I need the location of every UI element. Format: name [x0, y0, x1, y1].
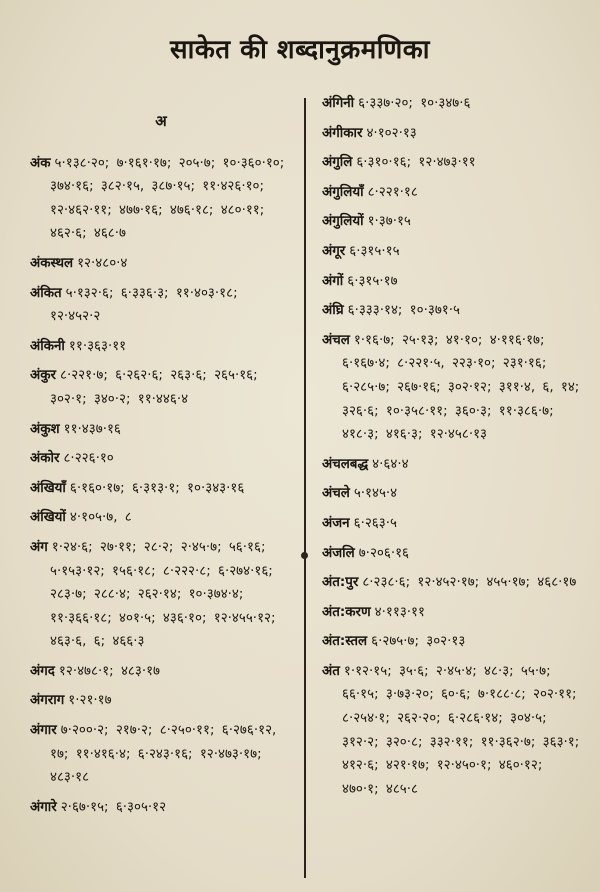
index-entry [30, 536, 292, 654]
entry-headword: अंखियाँ [30, 480, 66, 496]
entry-references: ८·२२१·७; ६·२६२·६; २६३·६; २६५·१६; ३०२·१; ३४०·२; ११·४४६·४ [50, 368, 258, 407]
index-entry [30, 477, 292, 501]
index-entry [322, 542, 584, 566]
entry-references: ४·१०२·१३ [366, 125, 417, 141]
entry-headword: अंचले [322, 486, 350, 502]
page-title: साकेत की शब्दानुक्रमणिका [170, 35, 430, 65]
index-entry [30, 282, 292, 329]
entry-references: १·२१·१७ [68, 693, 112, 709]
entry-references: १·२४·६; २७·११; २८·२; २·४५·७; ५६·१६; ५·१५३·१२; १५६·१८; ८·२२२·८; ६·२७४·१६; २८३·७; २८८·४; २६२·१४; १०·३७४·४; ११·३६६·१८; ४०१·५; ४३६·१०; १२·४५५·१२; ४६३·६, ६; ४६६·३ [50, 539, 276, 650]
entry-headword: अंकस्थल [30, 255, 74, 271]
entry-references: ७·२००·२; २१७·२; ८·२५०·११; ६·२७६·१२, १७; ११·४१६·४; ६·२४३·१६; १२·४७३·१७; ४८३·१८ [50, 723, 277, 786]
entry-headword: अंगराग [30, 693, 65, 709]
entry-headword: अंगार [30, 723, 57, 739]
entry-headword: अंगूर [322, 243, 346, 259]
entry-headword: अंचलबद्ध [322, 456, 369, 472]
index-entry [322, 181, 584, 205]
entry-references: ६·३१५·१७ [347, 273, 398, 289]
entry-references: ६·३१०·१६; १२·४७३·११ [356, 155, 476, 171]
column-divider [304, 98, 306, 878]
index-entry [322, 151, 584, 175]
entry-references: १·१६·७; २५·१३; ४१·१०; ४·११६·१७; ६·१६७·४; ८·२२१·५, २२३·१०; २३१·१६; ६·२८५·७; २६७·१६; ३०२·१२; ३११·४, ६, १४; ३२६·६; १०·३५८·११; ३६०·३; ११·३८६·७; ४१८·३; ४१६·३; १२·४५८·१३ [342, 332, 580, 443]
entry-references: ८·२३८·६; १२·४५२·१७; ४५५·१७; ४६८·१७ [362, 575, 577, 591]
index-entry [322, 453, 584, 477]
index-entry [322, 660, 584, 802]
entry-references: ४·१०५·७, ८ [69, 510, 132, 526]
index-entry [322, 92, 584, 116]
left-entry-list [30, 152, 292, 820]
entry-headword: अंत:स्तल [322, 634, 368, 650]
right-entry-list [322, 92, 584, 801]
entry-headword: अंक [30, 155, 51, 171]
right-column [322, 92, 584, 807]
entry-references: १२·४८०·४ [77, 255, 128, 271]
index-entry [30, 152, 292, 246]
index-entry [30, 252, 292, 276]
entry-references: ६·२६३·५ [353, 515, 397, 531]
entry-headword: अंगुलि [322, 155, 353, 171]
entry-headword: अंकित [30, 285, 62, 301]
entry-references: ८·२२१·१८ [367, 184, 418, 200]
index-entry [322, 122, 584, 146]
entry-headword: अंत [322, 663, 340, 679]
index-entry [322, 512, 584, 536]
index-entry [30, 796, 292, 820]
index-entry [30, 447, 292, 471]
entry-headword: अंजलि [322, 545, 355, 561]
entry-headword: अंकुर [30, 368, 56, 384]
entry-references: ६·१६०·१७; ६·३१३·१; १०·३४३·१६ [69, 480, 245, 496]
entry-references: ६·३३३·१४; १०·३७१·५ [347, 303, 460, 319]
entry-headword: अंखियों [30, 510, 66, 526]
entry-headword: अंगिनी [322, 96, 355, 111]
entry-headword: अंगीकार [322, 125, 363, 141]
divider-dot [301, 552, 308, 559]
entry-headword: अंत:करण [322, 604, 371, 620]
index-entry [322, 240, 584, 264]
entry-references: ८·२२६·१० [63, 451, 114, 467]
index-entry [322, 571, 584, 595]
section-letter: अ [155, 112, 167, 130]
entry-references: १·१२·१५; ३५·६; २·४५·४; ४८·३; ५५·७; ६६·१५; ३·७३·२०; ६०·६; ७·१८८·८; २०२·११; ८·२५४·१; २६२·२०; ६·२८६·१४; ३०४·५; ३१२·२; ३२०·८; ३३२·११; ११·३६२·७; ३६३·१; ४१२·६; ४२१·१७; १२·४५०·१; ४६०·१२; ४७०·१; ४८५·८ [342, 663, 580, 797]
entry-headword: अंगुलियाँ [322, 184, 364, 200]
entry-references: ६·२७५·७; ३०२·१३ [371, 634, 466, 650]
entry-headword: अंकुश [30, 421, 60, 437]
index-entry [30, 506, 292, 530]
entry-headword: अंकिनी [30, 338, 65, 354]
index-entry [322, 630, 584, 654]
entry-references: ६·३३७·२०; १०·३४७·६ [358, 96, 471, 111]
index-entry [30, 335, 292, 359]
index-entry [30, 719, 292, 790]
index-entry [30, 689, 292, 713]
index-entry [322, 482, 584, 506]
index-entry [322, 299, 584, 323]
entry-headword: अंगद [30, 663, 55, 679]
index-entry [322, 210, 584, 234]
index-entry [322, 270, 584, 294]
entry-references: १२·४७८·१; ४८३·१७ [58, 663, 161, 679]
entry-references: ७·२०६·१६ [358, 545, 410, 561]
entry-headword: अंग [30, 539, 48, 555]
entry-references: १·३७·१५ [367, 214, 411, 230]
index-entry [30, 660, 292, 684]
entry-headword: अंचल [322, 332, 350, 348]
index-entry [322, 601, 584, 625]
entry-headword: अंगुलियों [322, 214, 364, 230]
entry-references: ४·११३·११ [374, 604, 425, 620]
entry-references: ५·१३२·६; ६·३३६·३; ११·४०३·१८; १२·४५२·२ [50, 285, 238, 325]
entry-headword: अंगारे [30, 799, 57, 815]
entry-references: ५·१३८·२०; ७·१६१·१७; २०५·७; १०·३६०·१०; ३७४·१६; ३८२·१५, ३८७·१५; ११·४२६·१०; १२·४६२·११; ४७७·१६; ४७६·१८; ४८०·११; ४६२·६; ४६८·७ [50, 155, 285, 242]
left-column [30, 100, 292, 825]
entry-headword: अंत:पुर [322, 575, 359, 591]
entry-references: ६·३१५·१५ [349, 243, 400, 259]
entry-references: ११·४३७·१६ [63, 421, 121, 437]
entry-headword: अंकोर [30, 451, 60, 467]
index-entry [322, 329, 584, 447]
entry-references: ४·६४·४ [372, 456, 409, 472]
entry-references: ५·१४५·४ [353, 486, 398, 502]
entry-headword: अंगों [322, 273, 344, 289]
entry-headword: अंघ्रि [322, 303, 344, 319]
entry-references: २·६७·१५; ६·३०५·१२ [60, 799, 167, 815]
entry-headword: अंजन [322, 515, 350, 531]
index-entry [30, 364, 292, 411]
entry-references: ११·३६३·११ [68, 338, 127, 354]
index-entry [30, 418, 292, 442]
